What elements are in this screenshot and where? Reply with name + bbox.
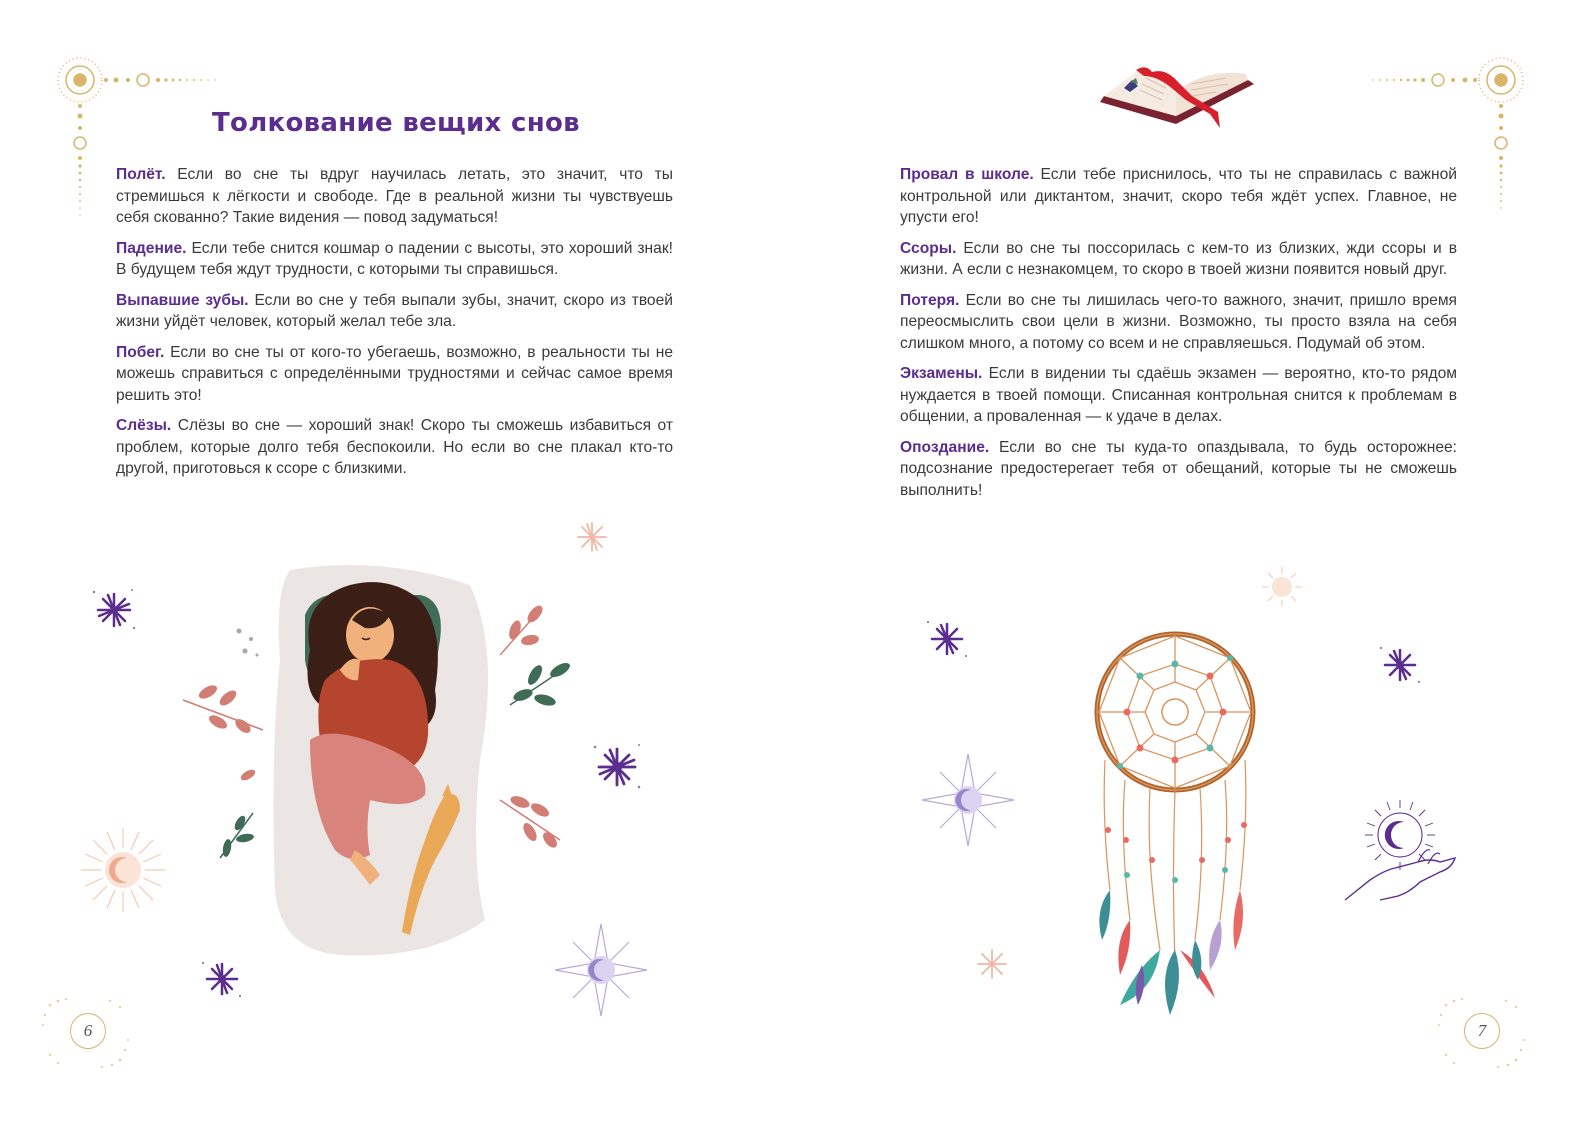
dream-entry	[116, 290, 673, 333]
dream-entry	[900, 164, 1457, 229]
compass-star-moon-icon	[553, 922, 649, 1018]
dream-term: Полёт.	[116, 166, 166, 183]
dream-text: Слёзы во сне — хороший знак! Скоро ты сможешь избавиться от проблем, которые долго тебя беспокоили. Но если во сне плакал кто-то другой, приготовься к ссоре с близкими.	[116, 417, 673, 477]
dream-term: Опоздание.	[900, 438, 990, 456]
dream-term: Слёзы.	[116, 417, 172, 434]
page-number-ornament-icon	[1436, 995, 1526, 1070]
left-column	[116, 164, 673, 489]
star-burst-icon	[198, 955, 246, 1003]
leaf-branch-icon	[215, 808, 260, 863]
dream-entry	[900, 290, 1457, 355]
page-title: Толкование вещих снов	[212, 108, 580, 138]
sleeping-girl-illustration	[270, 560, 500, 960]
compass-star-moon-icon	[920, 752, 1016, 848]
dream-term: Побег.	[116, 343, 165, 361]
dreamcatcher-icon	[1080, 620, 1270, 1020]
dream-term: Потеря.	[900, 291, 960, 309]
dream-entry	[900, 437, 1457, 502]
right-page	[790, 0, 1581, 1125]
left-page	[0, 0, 790, 1125]
dream-text: Если во сне ты от кого-то убегаешь, возможно, в реальности ты не можешь справиться с определёнными трудностями и сейчас самое время решить это!	[116, 343, 673, 404]
right-column	[900, 164, 1457, 510]
book-icon	[1096, 62, 1258, 132]
leaf-branch-icon	[495, 600, 555, 660]
dream-entry	[116, 415, 673, 480]
dream-term: Ссоры.	[900, 239, 957, 257]
hand-moon-icon	[1340, 800, 1460, 910]
star-burst-icon	[922, 614, 972, 664]
dream-text: Если тебе снится кошмар о падении с высоты, это хороший знак! В будущем тебя ждут трудности, с которыми ты справишься.	[116, 239, 673, 278]
dream-entry	[116, 342, 673, 407]
dream-text: Если во сне ты куда-то опаздывала, то будь осторожнее: подсознание предостерегает тебя от обещаний, которые ты не сможешь выполнить!	[900, 438, 1457, 499]
star-burst-icon	[588, 738, 646, 796]
moon-sun-icon	[1260, 565, 1304, 609]
dream-text: Если во сне ты лишилась чего-то важного, значит, пришло время переосмыслить свои цели в жизни. Возможно, ты просто взяла на себя слишком много, а потому со всем и не справляешься. Подумай об этом.	[900, 291, 1457, 352]
dream-term: Провал в школе.	[900, 166, 1034, 183]
dream-text: Если тебе приснилось, что ты не справилась с важной контрольной или диктантом, значит, скоро тебя ждёт успех. Главное, не упусти его!	[900, 166, 1457, 226]
star-burst-icon	[1375, 640, 1425, 690]
dream-entry	[900, 238, 1457, 281]
leaf-branch-icon	[178, 680, 268, 740]
dream-term: Выпавшие зубы.	[116, 291, 249, 309]
dream-text: Если во сне у тебя выпали зубы, значит, скоро из твоей жизни уйдёт человек, который желал тебе зла.	[116, 291, 673, 330]
leaf-branch-icon	[495, 790, 565, 850]
star-burst-icon	[970, 942, 1014, 986]
moon-sun-icon	[78, 825, 168, 915]
dream-entry	[116, 164, 673, 229]
dots-decoration	[233, 625, 263, 660]
dream-term: Экзамены.	[900, 365, 983, 382]
dream-entry	[116, 238, 673, 281]
dream-text: Если во сне ты вдруг научилась летать, это значит, что ты стремишься к лёгкости и свободе. Где в реальной жизни ты чувствуешь себя скованно? Такие видения — повод задуматься!	[116, 166, 673, 226]
page-number-ornament-icon	[40, 995, 130, 1070]
dream-term: Падение.	[116, 239, 187, 257]
star-burst-icon	[570, 515, 614, 559]
leaf-branch-icon	[505, 655, 575, 720]
dream-text: Если в видении ты сдаёшь экзамен — вероятно, кто-то рядом нуждается в твоей помощи. Списанная контрольная снится к проблемам в общении, а проваленная — к удаче в делах.	[900, 365, 1457, 425]
page-number: 7	[1464, 1013, 1500, 1049]
dream-entry	[900, 363, 1457, 428]
leaf-branch-icon	[238, 765, 258, 785]
page-number: 6	[70, 1013, 106, 1049]
dream-text: Если во сне ты поссорилась с кем-то из близких, жди ссоры и в жизни. А если с незнакомцем, то скоро в твоей жизни появится новый друг.	[900, 239, 1457, 278]
star-burst-icon	[88, 584, 140, 636]
